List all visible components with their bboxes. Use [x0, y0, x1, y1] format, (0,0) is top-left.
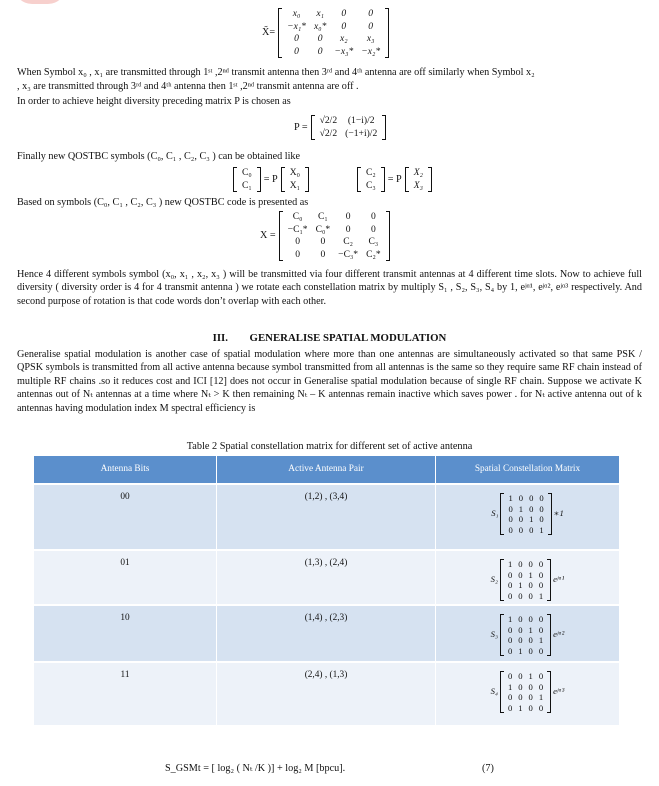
- spatial-matrix-cell: 0: [507, 702, 513, 713]
- eq-c01-lhs-cell: C₀: [242, 167, 252, 178]
- spatial-matrix-cell: 0: [528, 702, 533, 713]
- rotation-factor: eʲᵅ³: [553, 686, 565, 697]
- cell-active-antenna-pair: (1,2) , (3,4): [217, 484, 436, 550]
- spatial-matrix-cell: 0: [507, 692, 513, 702]
- table-row: [34, 550, 620, 605]
- spatial-matrix-cell: 0: [518, 590, 523, 601]
- spatial-matrix-cell: 0: [529, 524, 534, 535]
- cell-spatial-matrix: [436, 662, 620, 725]
- para5: Generalise spatial modulation is another case of spatial modulation where more than one antennas are simultaneously activated so that same PSK / QPSK symbols is transmitted from all active antenna because symbol transmitted from all antennas is the same so they require same RF chain instead of multiple RF chains .so it reduces cost and ICI [12] does not occur in Generalise spatial modulation because of single RF chain. Suppose we activate K antennas out of Nₜ antennas at a time where Nₜ > K then remaining Nₜ – K antennas remain inactive which saves power . for Nₜ active antenna out of k antennas having modulation index M spectral efficiency is: [17, 349, 642, 414]
- spatial-matrix-cell: 0: [507, 635, 513, 645]
- p-matrix-cell: √2/2: [319, 115, 338, 126]
- spatial-matrix-cell: 0: [518, 493, 524, 503]
- p-matrix-body: [311, 115, 387, 140]
- spatial-matrix-cell: 0: [508, 524, 513, 535]
- spatial-matrix-cell: 0: [507, 580, 513, 590]
- para1-line2: , x₃ are transmitted through 3ʳᵈ and 4ᵗʰ antenna then 1ˢᵗ ,2ⁿᵈ transmit antenna are off .: [17, 81, 359, 92]
- spatial-matrix-cell: 0: [518, 569, 523, 580]
- spatial-matrix-cell: 0: [528, 645, 533, 656]
- spatial-matrix-cell: 1: [508, 493, 513, 503]
- eq-c23-lhs: [357, 167, 385, 192]
- spatial-matrix-cell: 1: [529, 514, 534, 524]
- para4: Hence 4 different symbols symbol (x₀, x₁ , x₂, x₃ ) will be transmitted via four different transmit antennas at 4 different time slots. Now to achieve full diversity ( diversity order is 4 for 4 transmit antenna ) we rotate each constellation matrix by multiply S₁ , S₂, S₃, S₄ by 1, eʲᵅ¹, eʲᵅ², eʲᵅ³ respectively. And second purpose of rotation is that code words don’t overlap with each other.: [17, 269, 642, 307]
- cell-antenna-bits: 11: [34, 662, 217, 725]
- spatial-matrix-body: [500, 493, 551, 535]
- x-tilde-matrix-cell: 0: [294, 33, 299, 45]
- x-tilde-label: X̃=: [262, 27, 276, 39]
- cell-antenna-bits: 00: [34, 484, 217, 550]
- spatial-matrix-cell: 0: [538, 559, 544, 569]
- equation-7-number: (7): [482, 763, 494, 774]
- x-matrix-cell: C₂: [343, 236, 353, 248]
- x-matrix-cell: −C₁*: [287, 223, 308, 235]
- cell-spatial-matrix: [436, 605, 620, 662]
- eq-c23-lhs-cell: C₂: [366, 167, 376, 178]
- x-tilde-matrix-cell: 0: [368, 8, 374, 19]
- para1-line1: When Symbol x₀ , x₁ are transmitted through 1ˢᵗ ,2ⁿᵈ transmit antenna then 3ʳᵈ and 4ᵗʰ antenna are off similarly when Symbol x₂: [17, 67, 535, 78]
- spatial-matrix-cell: 1: [538, 692, 544, 702]
- spatial-matrix-cell: 1: [507, 681, 513, 692]
- x-tilde-matrix-cell: 0: [317, 45, 323, 57]
- eq-c01-rhs-cell: X₀: [289, 167, 300, 178]
- x-matrix-cell: C₁: [318, 211, 328, 222]
- cell-spatial-matrix: [436, 550, 620, 605]
- p-matrix-cell: √2/2: [319, 127, 338, 139]
- spatial-matrix-cell: 1: [538, 590, 544, 601]
- spatial-matrix-cell: 0: [538, 645, 544, 656]
- rotation-factor: eʲᵅ²: [553, 629, 565, 640]
- spatial-matrix-body: [500, 671, 551, 713]
- eq-c01-mid: = P: [263, 173, 278, 185]
- spatial-matrix-cell: 0: [529, 493, 534, 503]
- x-matrix-cell: C₃: [368, 236, 379, 248]
- x-tilde-matrix-cell: 0: [341, 20, 347, 32]
- spatial-matrix-cell: 0: [507, 624, 513, 635]
- spatial-matrix-cell: 0: [518, 671, 523, 681]
- spatial-matrix-cell: 1: [518, 702, 523, 713]
- p-matrix-cell: (−1+i)/2: [345, 127, 378, 139]
- spatial-matrix-label: S₂: [490, 574, 498, 585]
- eq-c23: [357, 167, 432, 192]
- x-tilde-matrix-cell: 0: [341, 8, 347, 19]
- spatial-matrix-cell: 0: [507, 645, 513, 656]
- para2: Finally new QOSTBC symbols (C₀, C₁ , C₂, C₃ ) can be obtained like: [17, 151, 301, 162]
- spatial-matrix-cell: 0: [538, 580, 544, 590]
- spatial-matrix-cell: 0: [518, 635, 523, 645]
- spatial-matrix-cell: 0: [518, 692, 523, 702]
- eq-c23-rhs: [405, 167, 432, 192]
- x-tilde-matrix-cell: 0: [294, 45, 299, 57]
- spatial-matrix-cell: 0: [518, 614, 523, 624]
- x-tilde-matrix-cell: x₁: [316, 8, 324, 19]
- spatial-matrix-cell: 0: [538, 671, 544, 681]
- spatial-matrix-cell: 0: [518, 559, 523, 569]
- spatial-matrix-label: S₁: [491, 508, 499, 519]
- spatial-matrix-cell: 1: [518, 645, 523, 656]
- spatial-matrix-cell: 1: [507, 614, 513, 624]
- header-active-antenna-pair: Active Antenna Pair: [217, 456, 436, 484]
- eq-c01-lhs: [233, 167, 261, 192]
- constellation-table: [34, 456, 620, 725]
- spatial-matrix-cell: 0: [518, 524, 524, 535]
- rotation-factor: ∗1: [553, 508, 564, 519]
- spatial-matrix-label: S₃: [490, 629, 498, 640]
- table-row: [34, 605, 620, 662]
- eq-c01-rhs: [281, 167, 309, 192]
- x-matrix-cell: C₀: [292, 211, 303, 222]
- spatial-matrix-cell: 0: [539, 503, 544, 514]
- spatial-matrix-cell: 0: [528, 590, 533, 601]
- spatial-matrix-cell: 1: [507, 559, 513, 569]
- eq-c23-rhs-cell: X₃: [413, 179, 423, 191]
- spatial-matrix-cell: 0: [539, 514, 544, 524]
- x-tilde-matrix-cell: −x₂*: [361, 45, 381, 57]
- x-tilde-matrix-cell: 0: [317, 33, 323, 45]
- p-matrix-label: P =: [294, 121, 308, 133]
- spatial-matrix-cell: 0: [538, 614, 544, 624]
- spatial-matrix-cell: 0: [507, 671, 513, 681]
- x-matrix-cell: 0: [320, 248, 326, 260]
- table-row: [34, 662, 620, 725]
- spatial-matrix-cell: 1: [538, 635, 544, 645]
- section-heading: III. GENERALISE SPATIAL MODULATION: [212, 332, 447, 344]
- spatial-matrix-body: [500, 559, 551, 601]
- x-tilde-matrix: [262, 8, 389, 58]
- x-matrix-cell: 0: [345, 211, 351, 222]
- spatial-matrix-cell: 1: [528, 624, 533, 635]
- spatial-matrix-cell: 0: [538, 569, 544, 580]
- spatial-matrix-cell: 1: [539, 524, 544, 535]
- spatial-matrix-cell: 0: [507, 569, 513, 580]
- x-matrix-cell: 0: [295, 248, 301, 260]
- spatial-matrix-cell: 0: [518, 624, 523, 635]
- x-matrix-cell: C₂*: [366, 248, 381, 260]
- x-matrix-cell: 0: [320, 236, 326, 248]
- para1-line3: In order to achieve height diversity preceding matrix P is chosen as: [17, 96, 291, 107]
- spatial-matrix-cell: 0: [538, 681, 544, 692]
- x-tilde-matrix-cell: −x₁*: [287, 20, 306, 32]
- spatial-matrix-cell: 0: [528, 681, 533, 692]
- spatial-matrix-cell: 0: [539, 493, 544, 503]
- eq-c01-rhs-cell: X₁: [289, 179, 300, 191]
- spatial-matrix-cell: 0: [538, 624, 544, 635]
- x-matrix-cell: 0: [295, 236, 301, 248]
- x-matrix-cell: −C₃*: [338, 248, 359, 260]
- x-tilde-matrix-cell: x₀: [292, 8, 301, 19]
- equation-7: S_GSMt = [ log₂ ( Nₜ /K )] + log₂ M [bpcu].: [165, 763, 346, 774]
- spatial-matrix-cell: 0: [529, 503, 534, 514]
- cell-active-antenna-pair: (2,4) , (1,3): [217, 662, 436, 725]
- x-tilde-matrix-body: [278, 8, 389, 58]
- spatial-matrix-expression: [491, 493, 564, 535]
- x-tilde-matrix-cell: x₂: [340, 33, 348, 45]
- cell-spatial-matrix: [436, 484, 620, 550]
- spatial-matrix-expression: [491, 614, 565, 656]
- x-tilde-matrix-cell: −x₃*: [334, 45, 354, 57]
- x-matrix-cell: C₀*: [315, 223, 331, 235]
- x-matrix-label: X =: [260, 230, 276, 242]
- x-matrix-body: [279, 211, 390, 261]
- eq-c01-lhs-cell: C₁: [242, 179, 252, 191]
- cell-active-antenna-pair: (1,3) , (2,4): [217, 550, 436, 605]
- x-matrix-cell: 0: [345, 223, 351, 235]
- spatial-matrix-expression: [491, 671, 565, 713]
- x-matrix-cell: 0: [370, 223, 376, 235]
- spatial-matrix-cell: 0: [538, 702, 544, 713]
- spatial-matrix-cell: 1: [528, 569, 533, 580]
- eq-c23-rhs-cell: X₂: [413, 167, 423, 178]
- spatial-matrix-cell: 0: [518, 514, 524, 524]
- spatial-matrix-cell: 0: [508, 514, 513, 524]
- spatial-matrix-cell: 0: [528, 614, 533, 624]
- table-caption: Table 2 Spatial constellation matrix for different set of active antenna: [186, 441, 473, 452]
- spatial-matrix-cell: 0: [518, 681, 523, 692]
- spatial-matrix-label: S₄: [490, 686, 498, 697]
- x-tilde-matrix-cell: x₃: [366, 33, 375, 45]
- cell-active-antenna-pair: (1,4) , (2,3): [217, 605, 436, 662]
- spatial-matrix-cell: 0: [508, 503, 513, 514]
- spatial-matrix-cell: 0: [528, 580, 533, 590]
- spatial-matrix-cell: 1: [518, 580, 523, 590]
- p-matrix: [294, 115, 386, 140]
- spatial-matrix-cell: 0: [528, 559, 533, 569]
- cell-antenna-bits: 10: [34, 605, 217, 662]
- spatial-matrix-cell: 1: [518, 503, 524, 514]
- x-tilde-matrix-cell: x₀*: [313, 20, 327, 32]
- x-tilde-matrix-cell: 0: [368, 20, 374, 32]
- spatial-matrix-cell: 1: [528, 671, 533, 681]
- spatial-matrix-expression: [491, 559, 565, 601]
- header-antenna-bits: Antenna Bits: [34, 456, 217, 484]
- header-spatial-constellation-matrix: Spatial Constellation Matrix: [436, 456, 620, 484]
- spatial-matrix-cell: 0: [528, 635, 533, 645]
- table-header-row: [34, 456, 620, 484]
- p-matrix-cell: (1−i)/2: [347, 115, 375, 126]
- spatial-matrix-cell: 0: [507, 590, 513, 601]
- spatial-matrix-cell: 0: [528, 692, 533, 702]
- cell-antenna-bits: 01: [34, 550, 217, 605]
- table-row: [34, 484, 620, 550]
- x-matrix-cell: 0: [370, 211, 376, 222]
- para3: Based on symbols (C₀, C₁ , C₂, C₃ ) new QOSTBC code is presented as: [17, 197, 309, 208]
- x-matrix: [260, 211, 390, 261]
- header-logo-fragment: [14, 0, 66, 4]
- rotation-factor: eʲᵅ¹: [553, 574, 565, 585]
- eq-c23-mid: = P: [387, 173, 402, 185]
- eq-c01: [233, 167, 309, 192]
- spatial-matrix-body: [500, 614, 551, 656]
- eq-c23-lhs-cell: C₃: [366, 179, 376, 191]
